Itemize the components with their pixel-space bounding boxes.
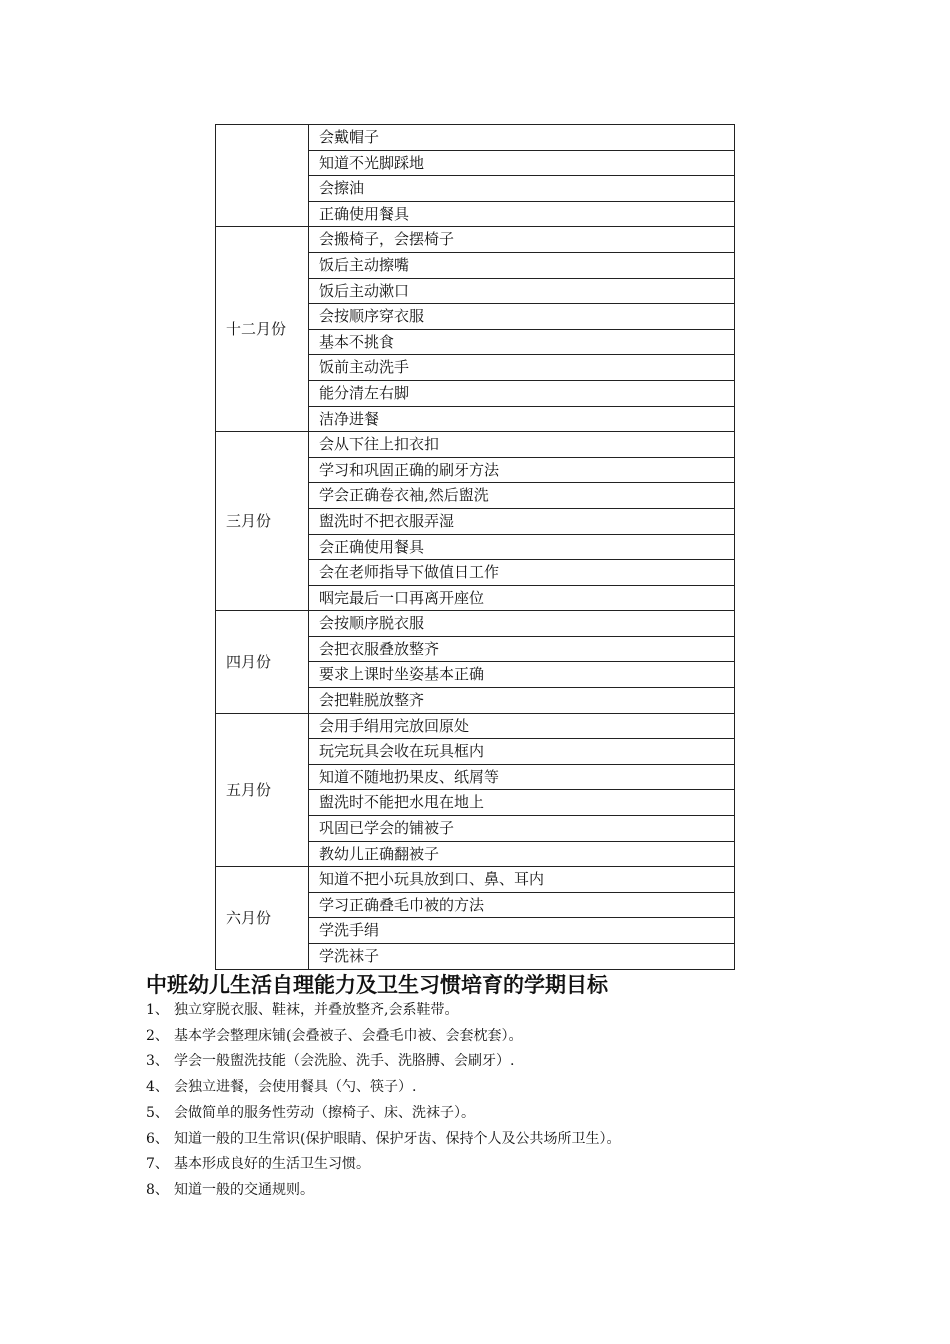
month-cell: 五月份 xyxy=(216,713,309,867)
goal-text: 独立穿脱衣服、鞋袜，并叠放整齐,会系鞋带。 xyxy=(174,1002,459,1018)
goal-item xyxy=(146,1101,620,1127)
goal-text: 会独立进餐，会使用餐具（勺、筷子）. xyxy=(174,1079,417,1096)
goal-cell: 知道不随地扔果皮、纸屑等 xyxy=(309,764,735,790)
goal-text: 基本形成良好的生活卫生习惯。 xyxy=(174,1156,370,1173)
goal-cell: 知道不把小玩具放到口、鼻、耳内 xyxy=(309,867,735,893)
goal-item xyxy=(146,1178,620,1204)
goal-text: 会做简单的服务性劳动（擦椅子、床、洗袜子）。 xyxy=(174,1104,475,1121)
goal-cell: 学习正确叠毛巾被的方法 xyxy=(309,892,735,918)
goal-cell: 学会正确卷衣袖,然后盥洗 xyxy=(309,483,735,509)
goal-text: 知道一般的卫生常识(保护眼睛、保护牙齿、保持个人及公共场所卫生）。 xyxy=(174,1130,621,1147)
goal-cell: 饭前主动洗手 xyxy=(309,355,735,381)
month-cell: 三月份 xyxy=(216,432,309,611)
table-row xyxy=(216,227,735,253)
goal-cell: 盥洗时不能把水甩在地上 xyxy=(309,790,735,816)
goal-cell: 学洗袜子 xyxy=(309,944,735,970)
goal-cell: 教幼儿正确翻被子 xyxy=(309,841,735,867)
goal-number: 3、 xyxy=(146,1053,169,1070)
table-row xyxy=(216,867,735,893)
goal-cell: 玩完玩具会收在玩具框内 xyxy=(309,739,735,765)
goal-number: 1、 xyxy=(146,1002,169,1018)
goal-cell: 基本不挑食 xyxy=(309,329,735,355)
goal-item xyxy=(146,1127,620,1153)
goal-cell: 会把衣服叠放整齐 xyxy=(309,636,735,662)
goal-cell: 会从下往上扣衣扣 xyxy=(309,432,735,458)
goal-cell: 能分清左右脚 xyxy=(309,380,735,406)
goal-item xyxy=(146,1152,620,1178)
goal-cell: 饭后主动漱口 xyxy=(309,278,735,304)
goal-number: 5、 xyxy=(146,1104,169,1121)
goal-cell: 巩固已学会的铺被子 xyxy=(309,816,735,842)
goal-number: 6、 xyxy=(146,1130,169,1147)
goal-cell: 会用手绢用完放回原处 xyxy=(309,713,735,739)
monthly-goals-table xyxy=(215,124,735,970)
goal-cell: 会搬椅子，会摆椅子 xyxy=(309,227,735,253)
goal-text: 知道一般的交通规则。 xyxy=(174,1181,314,1198)
goal-number: 7、 xyxy=(146,1156,169,1173)
goal-number: 4、 xyxy=(146,1079,169,1096)
month-cell: 十二月份 xyxy=(216,227,309,432)
goal-item xyxy=(146,998,620,1024)
goal-cell: 会擦油 xyxy=(309,176,735,202)
section-title: 中班幼儿生活自理能力及卫生习惯培育的学期目标 xyxy=(146,972,608,997)
month-cell: 四月份 xyxy=(216,611,309,713)
goal-cell: 会把鞋脱放整齐 xyxy=(309,688,735,714)
month-cell: 六月份 xyxy=(216,867,309,969)
goal-cell: 学习和巩固正确的刷牙方法 xyxy=(309,457,735,483)
goal-cell: 会按顺序穿衣服 xyxy=(309,304,735,330)
goal-cell: 会按顺序脱衣服 xyxy=(309,611,735,637)
goal-cell: 正确使用餐具 xyxy=(309,201,735,227)
goal-cell: 知道不光脚踩地 xyxy=(309,150,735,176)
goal-cell: 会正确使用餐具 xyxy=(309,534,735,560)
table-row xyxy=(216,125,735,151)
goal-cell: 会戴帽子 xyxy=(309,125,735,151)
goal-cell: 洁净进餐 xyxy=(309,406,735,432)
goal-number: 8、 xyxy=(146,1181,169,1198)
table-row xyxy=(216,713,735,739)
goal-item xyxy=(146,1024,620,1050)
table-row xyxy=(216,611,735,637)
month-cell xyxy=(216,125,309,227)
goal-cell: 学洗手绢 xyxy=(309,918,735,944)
goal-number: 2、 xyxy=(146,1027,169,1044)
monthly-goals-table-body xyxy=(216,125,735,970)
table-row xyxy=(216,432,735,458)
goal-item xyxy=(146,1075,620,1101)
semester-goal-list xyxy=(146,998,620,1204)
goal-text: 基本学会整理床铺(会叠被子、会叠毛巾被、会套枕套）。 xyxy=(174,1027,523,1044)
goal-cell: 会在老师指导下做值日工作 xyxy=(309,560,735,586)
goal-cell: 盥洗时不把衣服弄湿 xyxy=(309,508,735,534)
goal-text: 学会一般盥洗技能（会洗脸、洗手、洗胳膊、会刷牙）. xyxy=(174,1053,515,1070)
goal-cell: 要求上课时坐姿基本正确 xyxy=(309,662,735,688)
goal-item xyxy=(146,1049,620,1075)
goal-cell: 饭后主动擦嘴 xyxy=(309,252,735,278)
goal-cell: 咽完最后一口再离开座位 xyxy=(309,585,735,611)
